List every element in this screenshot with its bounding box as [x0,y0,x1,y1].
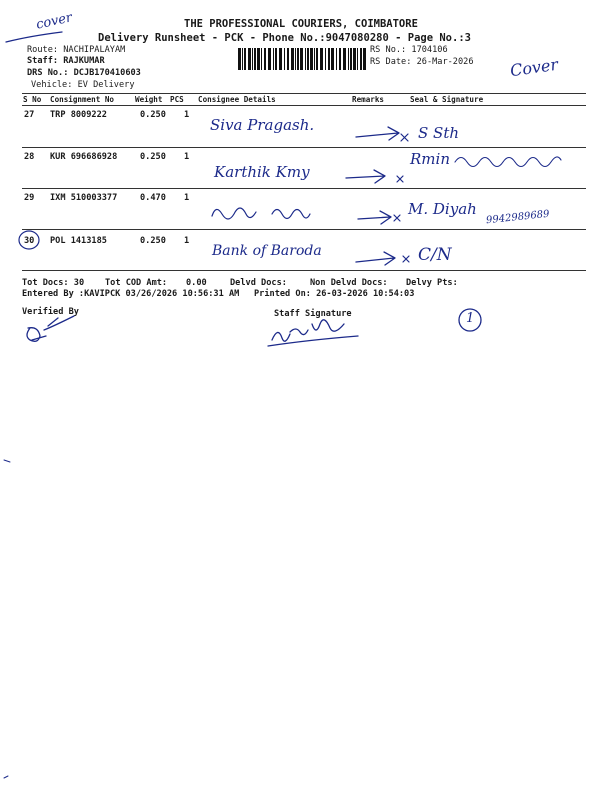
row-27-weight: 0.250 [140,110,166,120]
handwritten-cover-note: cover [34,10,74,33]
entered-by: Entered By :KAVIPCK 03/26/2026 10:56:31 AM [22,289,240,299]
row-28-consignee-handwriting: Karthik Kmy [214,163,310,181]
route-label: Route: [27,45,59,55]
row-30-consignee-handwriting: Bank of Baroda [212,243,322,259]
tot-docs-label: Tot Docs: [22,278,69,288]
rs-date-value: 26-Mar-2026 [416,57,474,67]
tot-docs-value: 30 [73,278,85,288]
tot-cod-label: Tot COD Amt: [105,278,168,288]
row-30-consignment: POL 1413185 [50,236,107,246]
row-29-weight: 0.470 [140,193,166,203]
vehicle-label: Vehicle: [31,80,73,90]
row-30-pcs: 1 [184,236,190,246]
row-28-weight: 0.250 [140,152,166,162]
col-consignee: Consignee Details [198,95,276,104]
row-29-sno: 29 [24,193,35,203]
row-29-phone-handwriting: 9942989689 [485,208,551,227]
staff-value: RAJKUMAR [63,56,105,66]
non-delvd-docs-label: Non Delvd Docs: [310,278,388,288]
tot-cod-value: 0.00 [186,278,207,288]
handwritten-cover-right: Cover [508,54,560,81]
tot-cod-line [105,278,167,288]
row-27-consignment: TRP 8009222 [50,110,107,120]
vehicle-value: EV Delivery [77,80,135,90]
row-27-signature: S Sth [418,124,460,142]
totals-line [22,278,84,288]
col-pcs: PCS [170,95,184,104]
verified-by-label: Verified By [22,307,79,317]
row-30-signature: C/N [418,245,452,265]
circled-page-number: 1 [466,311,475,326]
drs-value: DCJB170410603 [73,68,141,78]
printed-on: Printed On: 26-03-2026 10:54:03 [254,289,415,299]
route-value: NACHIPALAYAM [63,45,126,55]
row-29-signature: M. Diyah [408,200,477,218]
row-27-pcs: 1 [184,110,190,120]
col-sno: S No [23,95,42,104]
col-weight: Weight [135,95,163,104]
row-30-weight: 0.250 [140,236,166,246]
row-30-sno: 30 [24,236,35,246]
rs-date-label: RS Date: [370,57,412,67]
company-title: THE PROFESSIONAL COURIERS, COIMBATORE [184,18,418,30]
col-consignment: Consignment No [50,95,115,104]
rs-no-value: 1704106 [411,45,448,55]
rs-no-label: RS No.: [370,45,407,55]
row-27-sno: 27 [24,110,35,120]
delvd-docs-label: Delvd Docs: [230,278,287,288]
col-seal-signature: Seal & Signature [410,95,484,104]
staff-label: Staff: [27,56,59,66]
row-28-signature: Rmin [410,150,450,168]
row-28-pcs: 1 [184,152,190,162]
row-27-consignee-handwriting: Siva Pragash. [210,116,315,134]
staff-signature-label: Staff Signature [274,309,352,319]
drs-label: DRS No.: [27,68,69,78]
runsheet-title: Delivery Runsheet - PCK - Phone No.:9047080280 - Page No.:3 [98,32,471,44]
row-28-consignment: KUR 696686928 [50,152,118,162]
row-28-sno: 28 [24,152,35,162]
row-29-pcs: 1 [184,193,190,203]
col-remarks: Remarks [352,95,385,104]
row-29-consignment: IXM 510003377 [50,193,118,203]
delvy-pts-label: Delvy Pts: [406,278,458,288]
